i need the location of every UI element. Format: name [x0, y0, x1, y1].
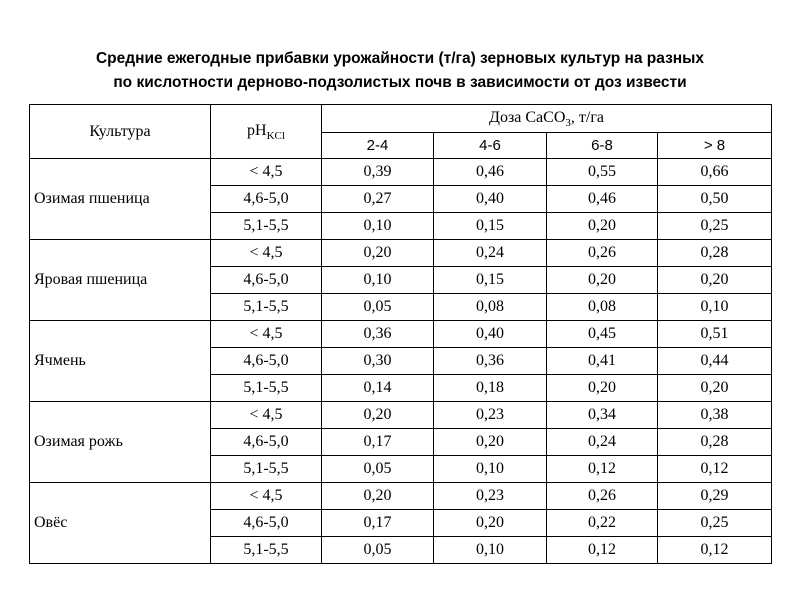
table-row: [30, 159, 772, 186]
value-cell: 0,17: [322, 510, 434, 537]
ph-cell: 5,1-5,5: [211, 213, 322, 240]
value-cell: 0,08: [547, 294, 658, 321]
crop-cell: Яровая пшеница: [30, 240, 211, 321]
value-cell: 0,20: [434, 510, 547, 537]
value-cell: 0,18: [434, 375, 547, 402]
crop-cell: Овёс: [30, 483, 211, 564]
value-cell: 0,26: [547, 240, 658, 267]
ph-cell: 5,1-5,5: [211, 294, 322, 321]
value-cell: 0,25: [658, 510, 772, 537]
value-cell: 0,20: [322, 483, 434, 510]
value-cell: 0,28: [658, 429, 772, 456]
value-cell: 0,24: [434, 240, 547, 267]
value-cell: 0,12: [547, 456, 658, 483]
document-title: [0, 47, 800, 95]
header-dose: Доза CaCO$_3$, т/га: [322, 105, 772, 133]
ph-cell: 5,1-5,5: [211, 456, 322, 483]
value-cell: 0,66: [658, 159, 772, 186]
value-cell: 0,26: [547, 483, 658, 510]
ph-cell: 4,6-5,0: [211, 348, 322, 375]
value-cell: 0,38: [658, 402, 772, 429]
value-cell: 0,34: [547, 402, 658, 429]
value-cell: 0,12: [658, 537, 772, 564]
value-cell: 0,10: [322, 213, 434, 240]
header-ph: $pH_{KCl}$: [211, 105, 322, 159]
table-row: [30, 240, 772, 267]
ph-cell: 4,6-5,0: [211, 186, 322, 213]
value-cell: 0,05: [322, 456, 434, 483]
value-cell: 0,22: [547, 510, 658, 537]
value-cell: 0,44: [658, 348, 772, 375]
value-cell: 0,20: [322, 240, 434, 267]
ph-cell: 5,1-5,5: [211, 537, 322, 564]
value-cell: 0,08: [434, 294, 547, 321]
value-cell: 0,40: [434, 321, 547, 348]
value-cell: 0,41: [547, 348, 658, 375]
value-cell: 0,15: [434, 213, 547, 240]
value-cell: 0,20: [547, 267, 658, 294]
value-cell: 0,20: [658, 267, 772, 294]
table-row: [30, 402, 772, 429]
ph-cell: 4,6-5,0: [211, 429, 322, 456]
value-cell: 0,05: [322, 294, 434, 321]
value-cell: 0,45: [547, 321, 658, 348]
value-cell: 0,20: [658, 375, 772, 402]
ph-cell: 4,6-5,0: [211, 267, 322, 294]
header-dose-1: 2-4: [322, 133, 434, 159]
crop-cell: Ячмень: [30, 321, 211, 402]
crop-cell: Озимая пшеница: [30, 159, 211, 240]
value-cell: 0,39: [322, 159, 434, 186]
value-cell: 0,14: [322, 375, 434, 402]
value-cell: 0,12: [547, 537, 658, 564]
value-cell: 0,23: [434, 402, 547, 429]
value-cell: 0,23: [434, 483, 547, 510]
value-cell: 0,12: [658, 456, 772, 483]
value-cell: 0,36: [434, 348, 547, 375]
value-cell: 0,10: [434, 456, 547, 483]
title-line-1: Средние ежегодные прибавки урожайности (т/га) зерновых культур на разных: [95, 50, 705, 67]
ph-cell: < 4,5: [211, 483, 322, 510]
value-cell: 0,40: [434, 186, 547, 213]
value-cell: 0,27: [322, 186, 434, 213]
value-cell: 0,46: [434, 159, 547, 186]
value-cell: 0,10: [434, 537, 547, 564]
ph-cell: 4,6-5,0: [211, 510, 322, 537]
value-cell: 0,20: [547, 375, 658, 402]
value-cell: 0,10: [322, 267, 434, 294]
value-cell: 0,20: [434, 429, 547, 456]
value-cell: 0,10: [658, 294, 772, 321]
table-row: [30, 321, 772, 348]
value-cell: 0,15: [434, 267, 547, 294]
ph-cell: 5,1-5,5: [211, 375, 322, 402]
crop-cell: Озимая рожь: [30, 402, 211, 483]
value-cell: 0,50: [658, 186, 772, 213]
header-dose-3: 6-8: [547, 133, 658, 159]
value-cell: 0,24: [547, 429, 658, 456]
value-cell: 0,29: [658, 483, 772, 510]
value-cell: 0,25: [658, 213, 772, 240]
value-cell: 0,28: [658, 240, 772, 267]
ph-cell: < 4,5: [211, 402, 322, 429]
value-cell: 0,51: [658, 321, 772, 348]
value-cell: 0,20: [547, 213, 658, 240]
table-row: [30, 483, 772, 510]
ph-cell: < 4,5: [211, 321, 322, 348]
ph-cell: < 4,5: [211, 159, 322, 186]
value-cell: 0,20: [322, 402, 434, 429]
value-cell: 0,46: [547, 186, 658, 213]
title-line-2: по кислотности дерново-подзолистых почв в зависимости от доз извести: [113, 74, 687, 91]
ph-cell: < 4,5: [211, 240, 322, 267]
value-cell: 0,05: [322, 537, 434, 564]
value-cell: 0,55: [547, 159, 658, 186]
value-cell: 0,30: [322, 348, 434, 375]
value-cell: 0,36: [322, 321, 434, 348]
header-dose-4: > 8: [658, 133, 772, 159]
yield-table: [29, 104, 772, 564]
header-dose-2: 4-6: [434, 133, 547, 159]
table-body: [30, 159, 772, 564]
header-row-1: [30, 105, 772, 133]
value-cell: 0,17: [322, 429, 434, 456]
header-crop: Культура: [30, 105, 211, 159]
